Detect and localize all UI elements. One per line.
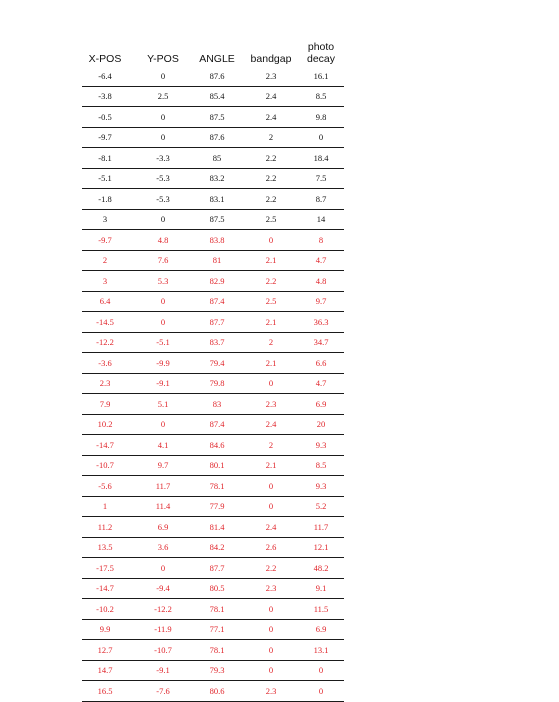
bandgap-cell: 2.3 [265,583,277,594]
header-photo-decay: photo decay [306,41,336,65]
x-pos-cell: 14.7 [97,665,113,676]
photo-decay-cell: 6.9 [315,624,327,635]
bandgap-cell: 2.3 [265,685,277,696]
photo-decay-cell: 4.8 [315,275,327,286]
y-pos-cell: 11.4 [155,501,171,512]
angle-cell: 80.1 [209,460,225,471]
x-pos-cell: -1.8 [98,193,112,204]
x-pos-cell: 2 [102,255,108,266]
y-pos-cell: 0 [160,419,166,430]
y-pos-cell: 0 [160,70,166,81]
angle-cell: 78.1 [209,480,225,491]
y-pos-cell: -3.3 [156,152,170,163]
x-pos-cell: -5.6 [98,480,112,491]
header-x-pos: X-POS [88,53,122,65]
photo-decay-cell: 11.5 [313,603,329,614]
bandgap-cell: 0 [268,480,274,491]
angle-cell: 81.4 [209,521,225,532]
angle-cell: 87.7 [209,562,225,573]
y-pos-cell: 4.1 [157,439,169,450]
bandgap-cell: 0 [268,624,274,635]
y-pos-cell: 7.6 [157,255,169,266]
angle-cell: 83.7 [209,337,225,348]
angle-cell: 83.2 [209,173,225,184]
x-pos-cell: -5.1 [98,173,112,184]
header-y-pos: Y-POS [147,53,179,65]
photo-decay-cell: 0 [318,665,324,676]
table-row [82,333,344,354]
x-pos-cell: -10.2 [96,603,114,614]
x-pos-cell: -8.1 [98,152,112,163]
x-pos-cell: 1 [102,501,108,512]
y-pos-cell: 0 [160,132,166,143]
table-row [82,435,344,456]
table-row [82,148,344,169]
x-pos-cell: -9.7 [98,132,112,143]
bandgap-cell: 2.4 [265,91,277,102]
y-pos-cell: 5.1 [157,398,169,409]
table-row [82,558,344,579]
bandgap-cell: 2.1 [265,255,277,266]
angle-cell: 77.1 [209,624,225,635]
x-pos-cell: -14.7 [96,583,114,594]
x-pos-cell: 7.9 [99,398,111,409]
bandgap-cell: 2 [268,132,274,143]
header-angle: ANGLE [199,53,235,65]
photo-decay-cell: 9.3 [315,439,327,450]
x-pos-cell: 12.7 [97,644,113,655]
table-row [82,210,344,231]
table-row [82,251,344,272]
angle-cell: 87.7 [209,316,225,327]
table-row [82,476,344,497]
x-pos-cell: 11.2 [97,521,113,532]
table-row [82,640,344,661]
photo-decay-cell: 34.7 [313,337,329,348]
photo-decay-cell: 8 [318,234,324,245]
bandgap-cell: 2.1 [265,357,277,368]
angle-cell: 83.1 [209,193,225,204]
y-pos-cell: 0 [160,562,166,573]
photo-decay-cell: 6.6 [315,357,327,368]
bandgap-cell: 2.2 [265,562,277,573]
angle-cell: 85.4 [209,91,225,102]
angle-cell: 84.6 [209,439,225,450]
angle-cell: 79.3 [209,665,225,676]
angle-cell: 85 [212,152,222,163]
table-row [82,415,344,436]
y-pos-cell: 0 [160,214,166,225]
bandgap-cell: 2 [268,337,274,348]
x-pos-cell: 3 [102,275,108,286]
bandgap-cell: 0 [268,378,274,389]
bandgap-cell: 2.6 [265,542,277,553]
table-row [82,599,344,620]
table-row [82,579,344,600]
header-bandgap: bandgap [250,53,292,65]
y-pos-cell: -9.1 [156,665,170,676]
x-pos-cell: -9.7 [98,234,112,245]
table-row [82,312,344,333]
y-pos-cell: -5.3 [156,173,170,184]
y-pos-cell: -9.1 [156,378,170,389]
angle-cell: 87.4 [209,296,225,307]
angle-cell: 87.4 [209,419,225,430]
table-row [82,497,344,518]
bandgap-cell: 2.4 [265,521,277,532]
table-row [82,538,344,559]
photo-decay-cell: 48.2 [313,562,329,573]
table-row [82,169,344,190]
table-row [82,620,344,641]
x-pos-cell: 9.9 [99,624,111,635]
table-row [82,271,344,292]
angle-cell: 87.6 [209,70,225,81]
photo-decay-cell: 4.7 [315,378,327,389]
y-pos-cell: -5.1 [156,337,170,348]
x-pos-cell: 3 [102,214,108,225]
table-row [82,353,344,374]
bandgap-cell: 2.4 [265,419,277,430]
photo-decay-cell: 20 [316,419,326,430]
y-pos-cell: 5.3 [157,275,169,286]
table-row [82,681,344,702]
angle-cell: 87.6 [209,132,225,143]
angle-cell: 83 [212,398,222,409]
x-pos-cell: -3.8 [98,91,112,102]
bandgap-cell: 2.1 [265,316,277,327]
table-row [82,517,344,538]
y-pos-cell: -9.9 [156,357,170,368]
x-pos-cell: -0.5 [98,111,112,122]
y-pos-cell: 0 [160,111,166,122]
table-row [82,394,344,415]
angle-cell: 82.9 [209,275,225,286]
photo-decay-cell: 5.2 [315,501,327,512]
photo-decay-cell: 14 [316,214,326,225]
table-header [82,34,344,66]
x-pos-cell: -12.2 [96,337,114,348]
bandgap-cell: 2.5 [265,296,277,307]
photo-decay-cell: 8.7 [315,193,327,204]
bandgap-cell: 2.4 [265,111,277,122]
angle-cell: 78.1 [209,644,225,655]
bandgap-cell: 2.1 [265,460,277,471]
table-body [82,66,344,702]
bandgap-cell: 2.3 [265,398,277,409]
photo-decay-cell: 8.5 [315,460,327,471]
angle-cell: 80.5 [209,583,225,594]
bandgap-cell: 2.2 [265,173,277,184]
photo-decay-cell: 11.7 [313,521,329,532]
photo-decay-cell: 9.1 [315,583,327,594]
table-row [82,374,344,395]
photo-decay-cell: 4.7 [315,255,327,266]
y-pos-cell: -12.2 [154,603,172,614]
y-pos-cell: -5.3 [156,193,170,204]
photo-decay-cell: 6.9 [315,398,327,409]
angle-cell: 77.9 [209,501,225,512]
y-pos-cell: 6.9 [157,521,169,532]
x-pos-cell: -14.5 [96,316,114,327]
y-pos-cell: -7.6 [156,685,170,696]
angle-cell: 84.2 [209,542,225,553]
x-pos-cell: 6.4 [99,296,111,307]
angle-cell: 87.5 [209,111,225,122]
photo-decay-cell: 36.3 [313,316,329,327]
photo-decay-cell: 8.5 [315,91,327,102]
angle-cell: 79.4 [209,357,225,368]
photo-decay-cell: 7.5 [315,173,327,184]
bandgap-cell: 0 [268,603,274,614]
y-pos-cell: 3.6 [157,542,169,553]
photo-decay-cell: 0 [318,685,324,696]
bandgap-cell: 0 [268,644,274,655]
table-row [82,292,344,313]
y-pos-cell: 0 [160,296,166,307]
table-row [82,230,344,251]
x-pos-cell: -14.7 [96,439,114,450]
bandgap-cell: 2.2 [265,193,277,204]
photo-decay-cell: 13.1 [313,644,329,655]
photo-decay-cell: 16.1 [313,70,329,81]
y-pos-cell: 4.8 [157,234,169,245]
y-pos-cell: 0 [160,316,166,327]
table-row [82,87,344,108]
y-pos-cell: 9.7 [157,460,169,471]
x-pos-cell: -17.5 [96,562,114,573]
photo-decay-cell: 9.3 [315,480,327,491]
photo-decay-cell: 18.4 [313,152,329,163]
data-table [82,34,344,702]
angle-cell: 81 [212,255,222,266]
photo-decay-cell: 12.1 [313,542,329,553]
x-pos-cell: 16.5 [97,685,113,696]
table-row [82,456,344,477]
bandgap-cell: 2.5 [265,214,277,225]
x-pos-cell: -6.4 [98,70,112,81]
table-row [82,189,344,210]
x-pos-cell: 2.3 [99,378,111,389]
bandgap-cell: 0 [268,665,274,676]
angle-cell: 83.8 [209,234,225,245]
x-pos-cell: -3.6 [98,357,112,368]
photo-decay-cell: 9.7 [315,296,327,307]
angle-cell: 80.6 [209,685,225,696]
y-pos-cell: 2.5 [157,91,169,102]
x-pos-cell: -10.7 [96,460,114,471]
y-pos-cell: -11.9 [154,624,172,635]
photo-decay-cell: 0 [318,132,324,143]
x-pos-cell: 10.2 [97,419,113,430]
bandgap-cell: 2.3 [265,70,277,81]
angle-cell: 87.5 [209,214,225,225]
bandgap-cell: 0 [268,501,274,512]
y-pos-cell: 11.7 [155,480,171,491]
y-pos-cell: -9.4 [156,583,170,594]
table-row [82,661,344,682]
table-row [82,107,344,128]
angle-cell: 78.1 [209,603,225,614]
table-row [82,66,344,87]
x-pos-cell: 13.5 [97,542,113,553]
angle-cell: 79.8 [209,378,225,389]
photo-decay-cell: 9.8 [315,111,327,122]
table-row [82,128,344,149]
bandgap-cell: 0 [268,234,274,245]
bandgap-cell: 2.2 [265,275,277,286]
bandgap-cell: 2.2 [265,152,277,163]
bandgap-cell: 2 [268,439,274,450]
y-pos-cell: -10.7 [154,644,172,655]
